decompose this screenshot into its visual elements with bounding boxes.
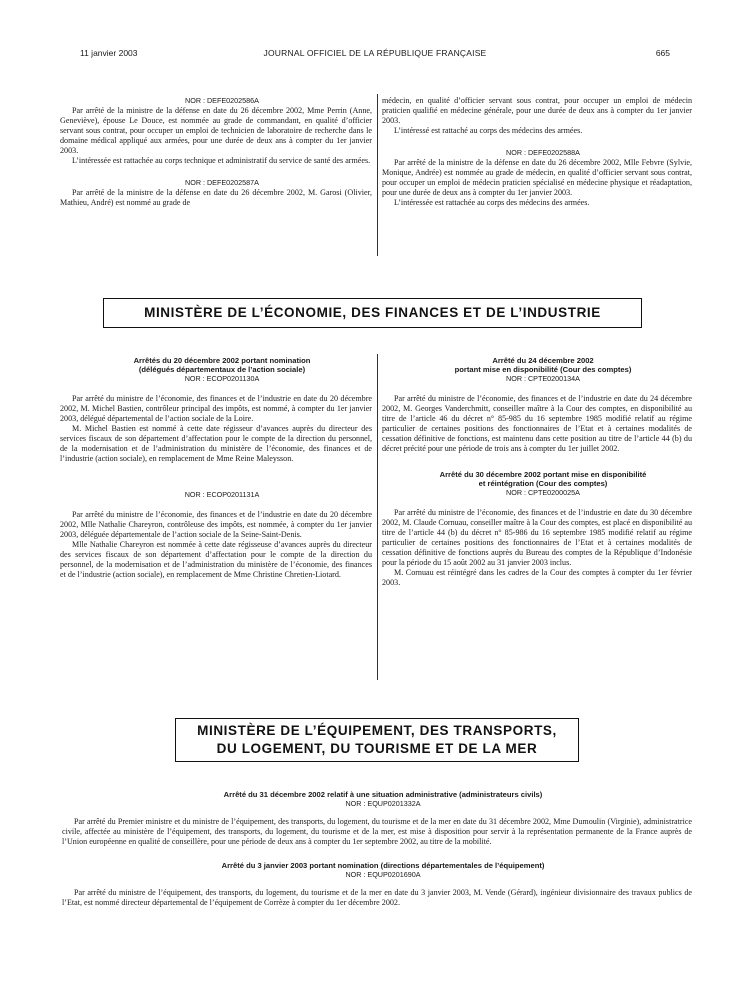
nor-reference: NOR : ECOP0201130A: [184, 374, 260, 383]
paragraph: Par arrêté de la ministre de la défense en date du 26 décembre 2002, Mme Perrin (Anne, Geneviève), épouse Le Douce, est nommée au grade de commandant, en qualité d’officier servant sous contrat, pour occuper un emploi de technicien de laboratoire de recherche dans le domaine médical appliqué aux armées, pour une durée de deux ans à compter du 1er janvier 2003.: [60, 106, 372, 155]
arrete-title: portant mise en disponibilité (Cour des comptes): [454, 365, 632, 374]
header-page-number: 665: [655, 48, 670, 58]
middle-left-column: [60, 356, 372, 580]
arrete-title: Arrêté du 3 janvier 2003 portant nomination (directions départementales de l’équipement): [221, 861, 545, 870]
arrete-title: Arrêté du 30 décembre 2002 portant mise en disponibilité: [439, 470, 647, 479]
header-title: JOURNAL OFFICIEL DE LA RÉPUBLIQUE FRANÇAISE: [263, 48, 487, 58]
paragraph: Par arrêté du ministre de l’économie, des finances et de l’industrie en date du 20 décembre 2002, Mlle Nathalie Chareyron, contrôleuse des impôts, est nommée, à compter du 1er janvier 2003, déléguée départementale de l’action sociale de la Seine-Saint-Denis.: [60, 510, 372, 539]
arrete-title: Arrêté du 24 décembre 2002: [492, 356, 594, 365]
arrete-title: (délégués départementaux de l’action sociale): [138, 365, 306, 374]
nor-reference: NOR : EQUP0201690A: [345, 870, 421, 879]
running-header: [80, 48, 670, 62]
nor-reference: NOR : CPTE0200025A: [506, 488, 580, 497]
nor-reference: NOR : ECOP0201131A: [184, 490, 260, 499]
arrete-title: Arrêté du 31 décembre 2002 relatif à une situation administrative (administrateurs civils): [223, 790, 543, 799]
arrete-title: Arrêtés du 20 décembre 2002 portant nomination: [133, 356, 311, 365]
nor-reference: NOR : CPTE0200134A: [506, 374, 580, 383]
ministry-heading: MINISTÈRE DE L’ÉCONOMIE, DES FINANCES ET DE L’INDUSTRIE: [103, 298, 642, 328]
paragraph: Par arrêté du ministre de l’économie, des finances et de l’industrie en date du 20 décembre 2002, M. Michel Bastien, contrôleur principal des impôts, est nommé, à compter du 1er janvier 2003, délégué départemental de l’action sociale de la Loire.: [60, 394, 372, 423]
paragraph: Mlle Nathalie Chareyron est nommée à cette date régisseuse d’avances auprès du directeur des services fiscaux de son département d’affectation pour le compte de la direction du personnel, de la modernisation et de l’administration du ministère de l’économie, des finances et de l’industrie (action sociale), en remplacement de Mme Christine Chretien-Liotard.: [60, 540, 372, 579]
paragraph: Par arrêté du ministre de l’équipement, des transports, du logement, du tourisme et de la mer en date du 3 janvier 2003, M. Vende (Gérard), ingénieur divisionnaire des travaux publics de l’Etat, est nommé directeur départemental de l’équipement de Corrèze à compter du 1er décembre 2002.: [62, 888, 692, 907]
arrete-title: et réintégration (Cour des comptes): [478, 479, 608, 488]
column-divider: [377, 94, 378, 256]
paragraph: Par arrêté du ministre de l’économie, des finances et de l’industrie en date du 30 décembre 2002, M. Claude Cornuau, conseiller maître à la Cour des comptes, est placé en disponibilité au titre de l’article 44 (b) du décret n° 85-986 du 16 septembre 1985 modifié relatif au régime particulier de certaines positions des fonctionnaires de l’Etat et à certaines modalités de cessation définitive de fonctions auprès du Bureau des comptes de la République d’Indonésie pour la période du 15 août 2002 au 31 janvier 2003 inclus.: [382, 508, 692, 567]
top-left-column: [60, 96, 372, 208]
paragraph: M. Michel Bastien est nommé à cette date régisseur d’avances auprès du directeur des services fiscaux de son département d’affectation pour le compte de la direction du personnel, de la modernisation et de l’administration du ministère de l’économie, des finances et de l’industrie (action sociale), en remplacement de Mme Reine Maleysson.: [60, 424, 372, 463]
bottom-section: [62, 790, 692, 908]
top-right-column: [382, 96, 692, 208]
nor-reference: NOR : DEFE0202587A: [185, 178, 259, 187]
paragraph: M. Cornuau est réintégré dans les cadres de la Cour des comptes à compter du 1er février 2003.: [382, 568, 692, 587]
paragraph: L’intéressée est rattachée au corps des médecins des armées.: [394, 198, 590, 207]
ministry-heading-line: DU LOGEMENT, DU TOURISME ET DE LA MER: [216, 741, 538, 756]
ministry-heading-line: MINISTÈRE DE L’ÉQUIPEMENT, DES TRANSPORTS,: [197, 723, 557, 738]
nor-reference: NOR : EQUP0201332A: [345, 799, 421, 808]
paragraph: médecin, en qualité d’officier servant sous contrat, pour occuper un emploi de médecin praticien qualifié en médecine générale, pour une durée de deux ans à compter du 1er janvier 2003.: [382, 96, 692, 125]
paragraph: Par arrêté du ministre de l’économie, des finances et de l’industrie en date du 24 décembre 2002, M. Georges Vanderchmitt, conseiller maître à la Cour des comptes, en disponibilité au titre de l’article 46 du décret n° 85-985 du 16 septembre 1985 modifié relatif au régime particulier de certaines positions des fonctionnaires de l’Etat et à certaines modalités de cessation définitive de fonctions, est maintenu dans cette position au titre de l’article 44 (b) du décret précité pour une période de trois ans à compter du 1er juillet 2002.: [382, 394, 692, 453]
paragraph: Par arrêté de la ministre de la défense en date du 26 décembre 2002, M. Garosi (Olivier, Mathieu, André) est nommé au grade de: [60, 188, 372, 207]
nor-reference: NOR : DEFE0202586A: [185, 96, 259, 105]
ministry-heading: [175, 718, 579, 762]
column-divider: [377, 354, 378, 680]
nor-reference: NOR : DEFE0202588A: [506, 148, 580, 157]
header-date: 11 janvier 2003: [80, 48, 138, 58]
paragraph: Par arrêté de la ministre de la défense en date du 26 décembre 2002, Mlle Febvre (Sylvie, Monique, Andrée) est nommée au grade de médecin, en qualité d’officier servant sous contrat, pour occuper un emploi de médecin praticien spécialisé en médecine physique et réadaptation, pour une durée de deux ans à compter du 1er janvier 2003.: [382, 158, 692, 197]
paragraph: L’intéressée est rattachée au corps technique et administratif du service de santé des armées.: [72, 156, 371, 165]
paragraph: L’intéressé est rattaché au corps des médecins des armées.: [394, 126, 583, 135]
paragraph: Par arrêté du Premier ministre et du ministre de l’équipement, des transports, du logement, du tourisme et de la mer en date du 31 décembre 2002, Mme Dumoulin (Virginie), administratrice civile, affectée au ministère de l’équipement, des transports, du logement, du tourisme et de la mer, est mise à disposition pour servir à la représentation permanente de la France auprès de l’Union européenne en qualité de conseillère, pour une période de deux ans à compter du 1er septembre 2002, au titre de la mobilité.: [62, 817, 692, 846]
middle-right-column: [382, 356, 692, 588]
